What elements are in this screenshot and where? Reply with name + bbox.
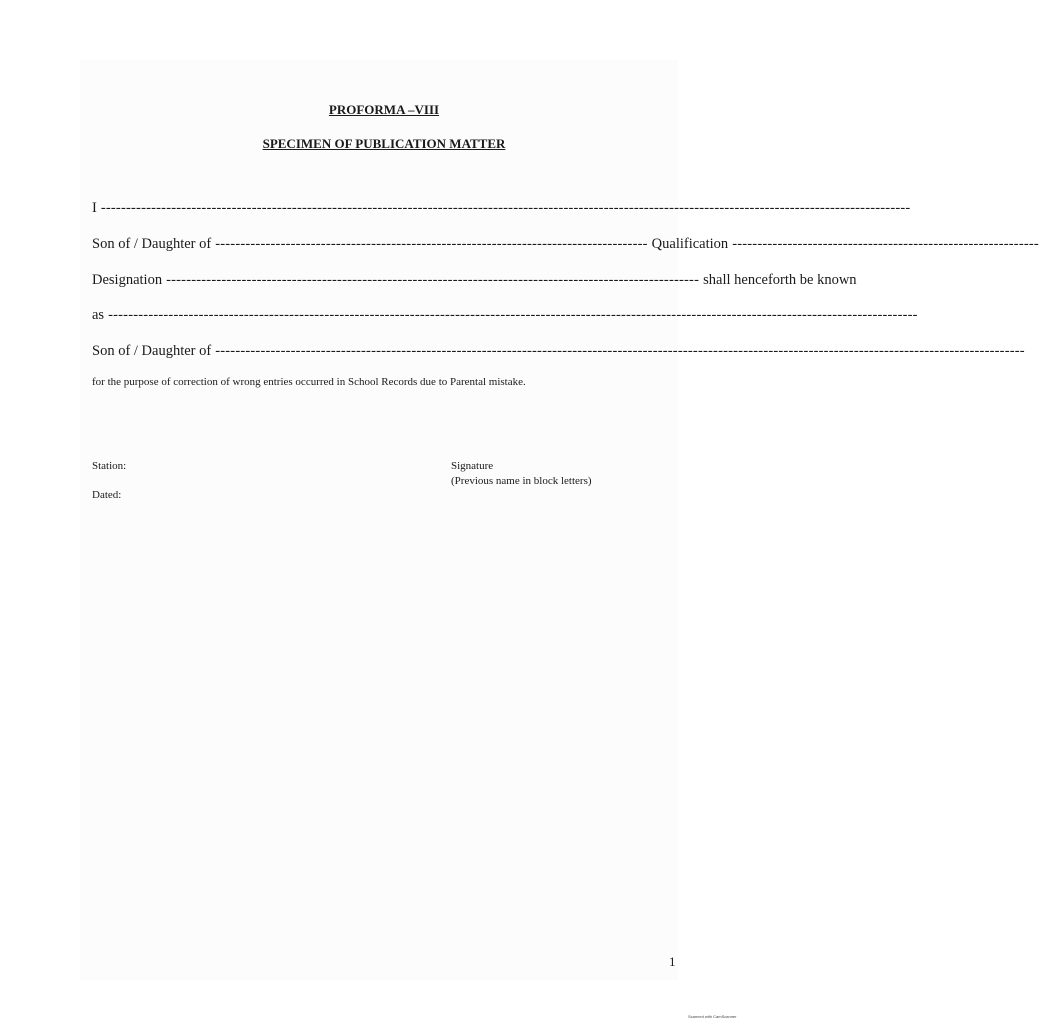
dated-label: Dated: — [92, 489, 122, 501]
new-parent-blank: ----------------------------------------------------------------------------------------------------------------------------------------------------------------- — [215, 343, 1025, 359]
signature-label: Signature — [451, 460, 494, 472]
as-label: as — [92, 307, 105, 323]
scanner-watermark: Scanned with CamScanner — [688, 1014, 737, 1019]
page-number: 1 — [669, 954, 676, 969]
new-name-line — [92, 306, 918, 324]
parent-label: Son of / Daughter of — [92, 236, 212, 252]
known-as-text: shall henceforth be known — [703, 272, 857, 288]
previous-name-note: (Previous name in block letters) — [451, 475, 592, 487]
purpose-statement: for the purpose of correction of wrong entries occurred in School Records due to Parental mistake. — [92, 376, 526, 388]
new-parent-label: Son of / Daughter of — [92, 343, 212, 359]
parent-blank: -------------------------------------------------------------------------------------- — [215, 236, 648, 252]
designation-line — [92, 271, 857, 289]
document-subtitle: SPECIMEN OF PUBLICATION MATTER — [262, 136, 506, 151]
document-page — [80, 60, 678, 980]
name-label: I — [92, 200, 97, 216]
qualification-label: Qualification — [651, 236, 729, 252]
designation-label: Designation — [92, 272, 163, 288]
new-name-blank: ----------------------------------------------------------------------------------------------------------------------------------------------------------------- — [108, 307, 918, 323]
new-parent-line — [92, 342, 1025, 360]
qualification-blank: ------------------------------------------------------------- — [732, 236, 1039, 252]
name-line — [92, 199, 911, 217]
document-title: PROFORMA –VIII — [328, 102, 440, 117]
name-blank: ----------------------------------------------------------------------------------------------------------------------------------------------------------------- — [100, 200, 911, 216]
station-label: Station: — [92, 460, 127, 472]
parent-qualification-line — [92, 235, 1039, 253]
designation-blank: ---------------------------------------------------------------------------------------------------------- — [166, 272, 700, 288]
